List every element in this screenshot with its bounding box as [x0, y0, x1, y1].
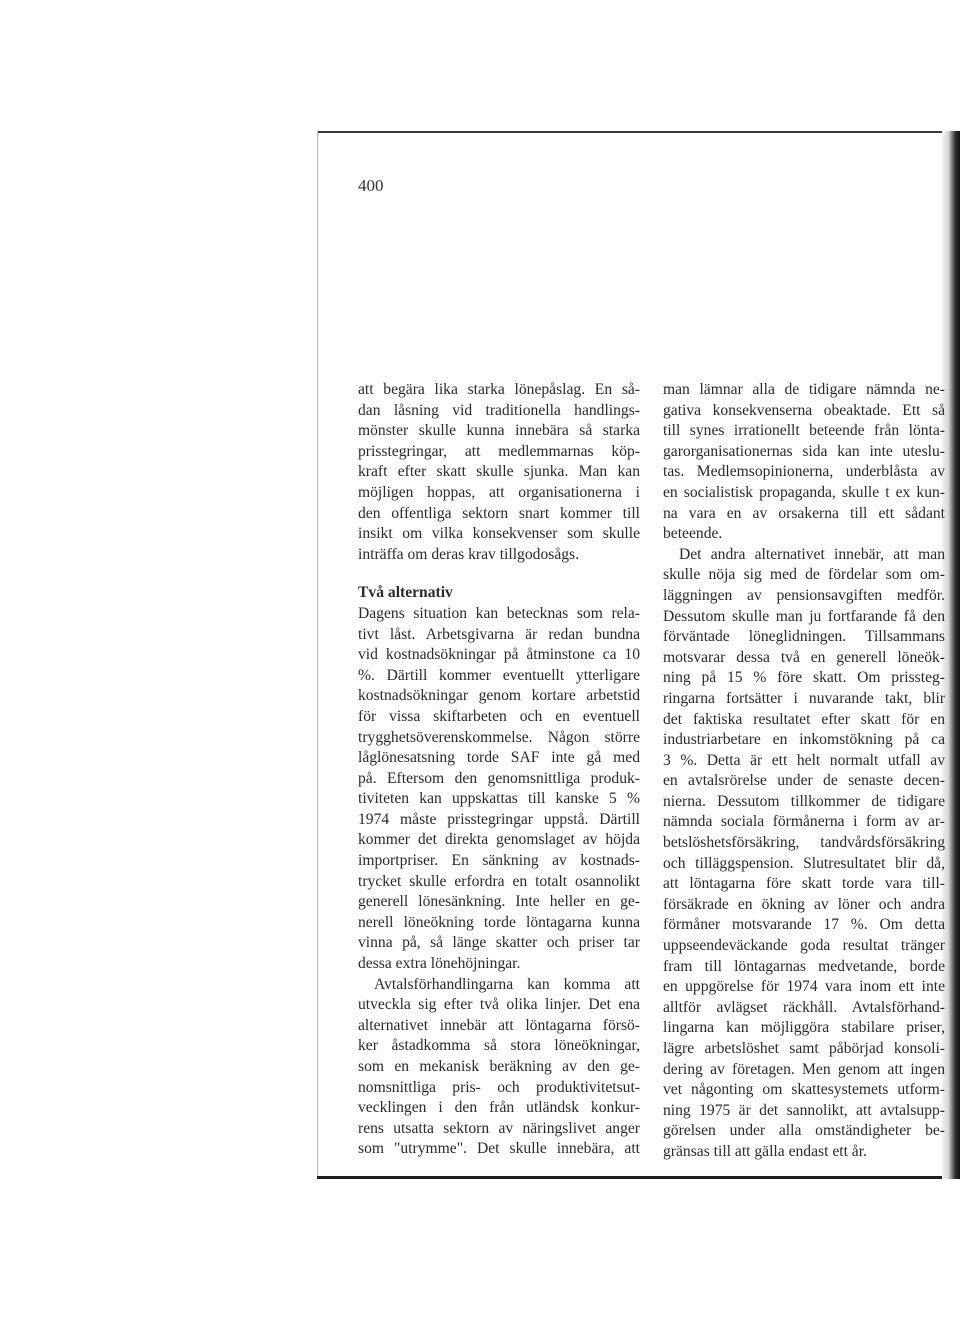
text-line: gränsas till att gälla endast ett år.: [663, 1142, 867, 1160]
text-line: tiviteten kan uppskattas till kanske 5 %: [358, 790, 640, 808]
text-line: insikt om vilka konsekvenser som skulle: [358, 525, 640, 543]
text-line: vid kostnadsökningar på åtminstone ca 10: [358, 646, 640, 664]
text-line: generell lönesänkning. Inte heller en ge-: [358, 893, 640, 911]
text-line: prisstegringar, att medlemmarnas köp-: [358, 442, 640, 460]
text-line: alternativet innebär att löntagarna försö-: [358, 1016, 640, 1034]
text-line: nomsnittliga pris- och produktivitetsut-: [358, 1078, 640, 1096]
text-line: %. Därtill kommer eventuellt ytterligare: [358, 666, 640, 684]
page-bottom-edge: [317, 1176, 960, 1179]
text-line: nierna. Dessutom tillkommer de tidigare: [663, 792, 945, 810]
section-heading: Två alternativ: [358, 584, 453, 602]
text-line: Dagens situation kan betecknas som rela-: [358, 604, 640, 622]
text-line: utveckla sig efter två olika linjer. Det ena: [358, 996, 640, 1014]
text-line: en avtalsrörelse under de senaste decen-: [663, 772, 945, 790]
text-line: att löntagarna före skatt torde vara till-: [663, 875, 945, 893]
text-line: na vara en av orsakerna till ett sådant: [663, 504, 945, 522]
text-line: som "utrymme". Det skulle innebära, att: [358, 1140, 640, 1158]
text-line: ning 1975 är det sannolikt, att avtalsupp-: [663, 1101, 945, 1119]
right-text-column: [663, 380, 945, 1163]
text-line: som en mekanisk beräkning av den ge-: [358, 1058, 640, 1075]
text-line: Dessutom skulle man ju fortfarande få den: [663, 607, 945, 625]
text-line: importpriser. En sänkning av kostnads-: [358, 852, 640, 870]
text-line: kostnadsökningar genom kortare arbetstid: [358, 687, 640, 705]
text-line: betslöshetsförsäkring, tandvårdsförsäkring: [663, 834, 945, 852]
text-line: den offentliga sektorn snart kommer till: [358, 504, 640, 522]
text-line: 1974 måste prisstegringar uppstå. Därtill: [358, 810, 640, 828]
text-line: kommer det direkta genomslaget av höjda: [358, 831, 640, 849]
text-line: alltför avlägset räckhåll. Avtalsförhand-: [663, 998, 945, 1016]
page-top-edge: [318, 131, 942, 133]
text-line: skulle nöja sig med de fördelar som om-: [663, 566, 945, 584]
text-line: tivt låst. Arbetsgivarna är redan bundna: [358, 625, 640, 643]
paragraph-gap: [358, 565, 640, 583]
text-line: dessa extra lönehöjningar.: [358, 955, 521, 973]
text-line: tas. Medlemsopinionerna, underblåsta av: [663, 463, 945, 481]
left-text-column: [358, 380, 640, 1160]
text-line: lägre arbetslöshet samt påbörjad konsoli-: [663, 1040, 945, 1057]
text-line: nerell löneökning torde löntagarna kunna: [358, 913, 640, 931]
text-line: kraft efter skatt skulle sjunka. Man kan: [358, 463, 640, 481]
text-line: låglönesatsning torde SAF inte gå med: [358, 749, 640, 767]
text-line: Avtalsförhandlingarna kan komma att: [374, 975, 640, 993]
text-line: uppseendeväckande goda resultat tränger: [663, 937, 945, 955]
text-line: görelsen under alla omständigheter be-: [663, 1122, 945, 1140]
text-line: 3 %. Detta är ett helt normalt utfall av: [663, 751, 945, 769]
text-line: rens utsatta sektorn av näringslivet anger: [358, 1119, 640, 1137]
text-line: dering av företagen. Men genom att ingen: [663, 1060, 945, 1078]
text-line: förväntade löneglidningen. Tillsammans: [663, 628, 945, 646]
text-line: ringarna fortsätter i nuvarande takt, blir: [663, 689, 945, 707]
text-line: en socialistisk propaganda, skulle t ex kun-: [663, 483, 945, 501]
text-line: motsvarar dessa två en generell löneök-: [663, 648, 945, 666]
text-line: trycket skulle erfordra en totalt osannolikt: [358, 872, 640, 890]
text-line: möjligen hoppas, att organisationerna i: [358, 483, 640, 501]
text-line: ker åstadkomma så stora löneökningar,: [358, 1037, 640, 1055]
text-line: till synes irrationellt beteende från lönta-: [663, 422, 945, 440]
text-line: det faktiska resultatet efter skatt för en: [663, 710, 945, 728]
text-line: mönster skulle kunna innebära så starka: [358, 422, 640, 440]
page-number: 400: [358, 176, 384, 195]
text-line: dan låsning vid traditionella handlings-: [358, 401, 640, 419]
text-line: inträffa om deras krav tillgodosågs.: [358, 545, 580, 563]
text-line: industriarbetare en inkomstökning på ca: [663, 731, 945, 749]
text-line: vet någonting om skattesystemets utform-: [663, 1081, 945, 1099]
text-line: vinna på, så länge skatter och priser tar: [358, 934, 640, 952]
text-line: på. Eftersom den genomsnittliga produk-: [358, 769, 640, 787]
text-line: gativa konsekvenserna obeaktade. Ett så: [663, 401, 945, 419]
text-line: trygghetsöverenskommelse. Någon större: [358, 728, 640, 746]
text-line: lingarna kan möjliggöra stabilare priser,: [663, 1019, 945, 1037]
page-left-edge: [317, 131, 318, 1176]
text-line: läggningen av pensionsavgiften medför.: [663, 586, 945, 604]
text-line: vecklingen i den från utländsk konkur-: [358, 1099, 640, 1117]
text-line: en uppgörelse för 1974 vara inom ett inte: [663, 978, 945, 996]
text-line: nämnda sociala förmånerna i form av ar-: [663, 813, 945, 831]
text-line: Det andra alternativet innebär, att man: [679, 545, 945, 563]
text-line: och tilläggspension. Slutresultatet blir då,: [663, 854, 945, 872]
text-line: garorganisationernas sida kan inte uteslu-: [663, 442, 945, 460]
text-line: beteende.: [663, 525, 723, 543]
text-line: förmåner motsvarande 17 %. Om detta: [663, 916, 945, 934]
text-line: för vissa skiftarbeten och en eventuell: [358, 707, 640, 725]
text-line: fram till löntagarnas medvetande, borde: [663, 957, 945, 975]
text-line: ning på 15 % före skatt. Om prissteg-: [663, 669, 945, 687]
text-line: försäkrade en ökning av löner och andra: [663, 895, 945, 913]
text-line: man lämnar alla de tidigare nämnda ne-: [663, 381, 945, 398]
text-line: att begära lika starka lönepåslag. En så-: [358, 381, 640, 398]
